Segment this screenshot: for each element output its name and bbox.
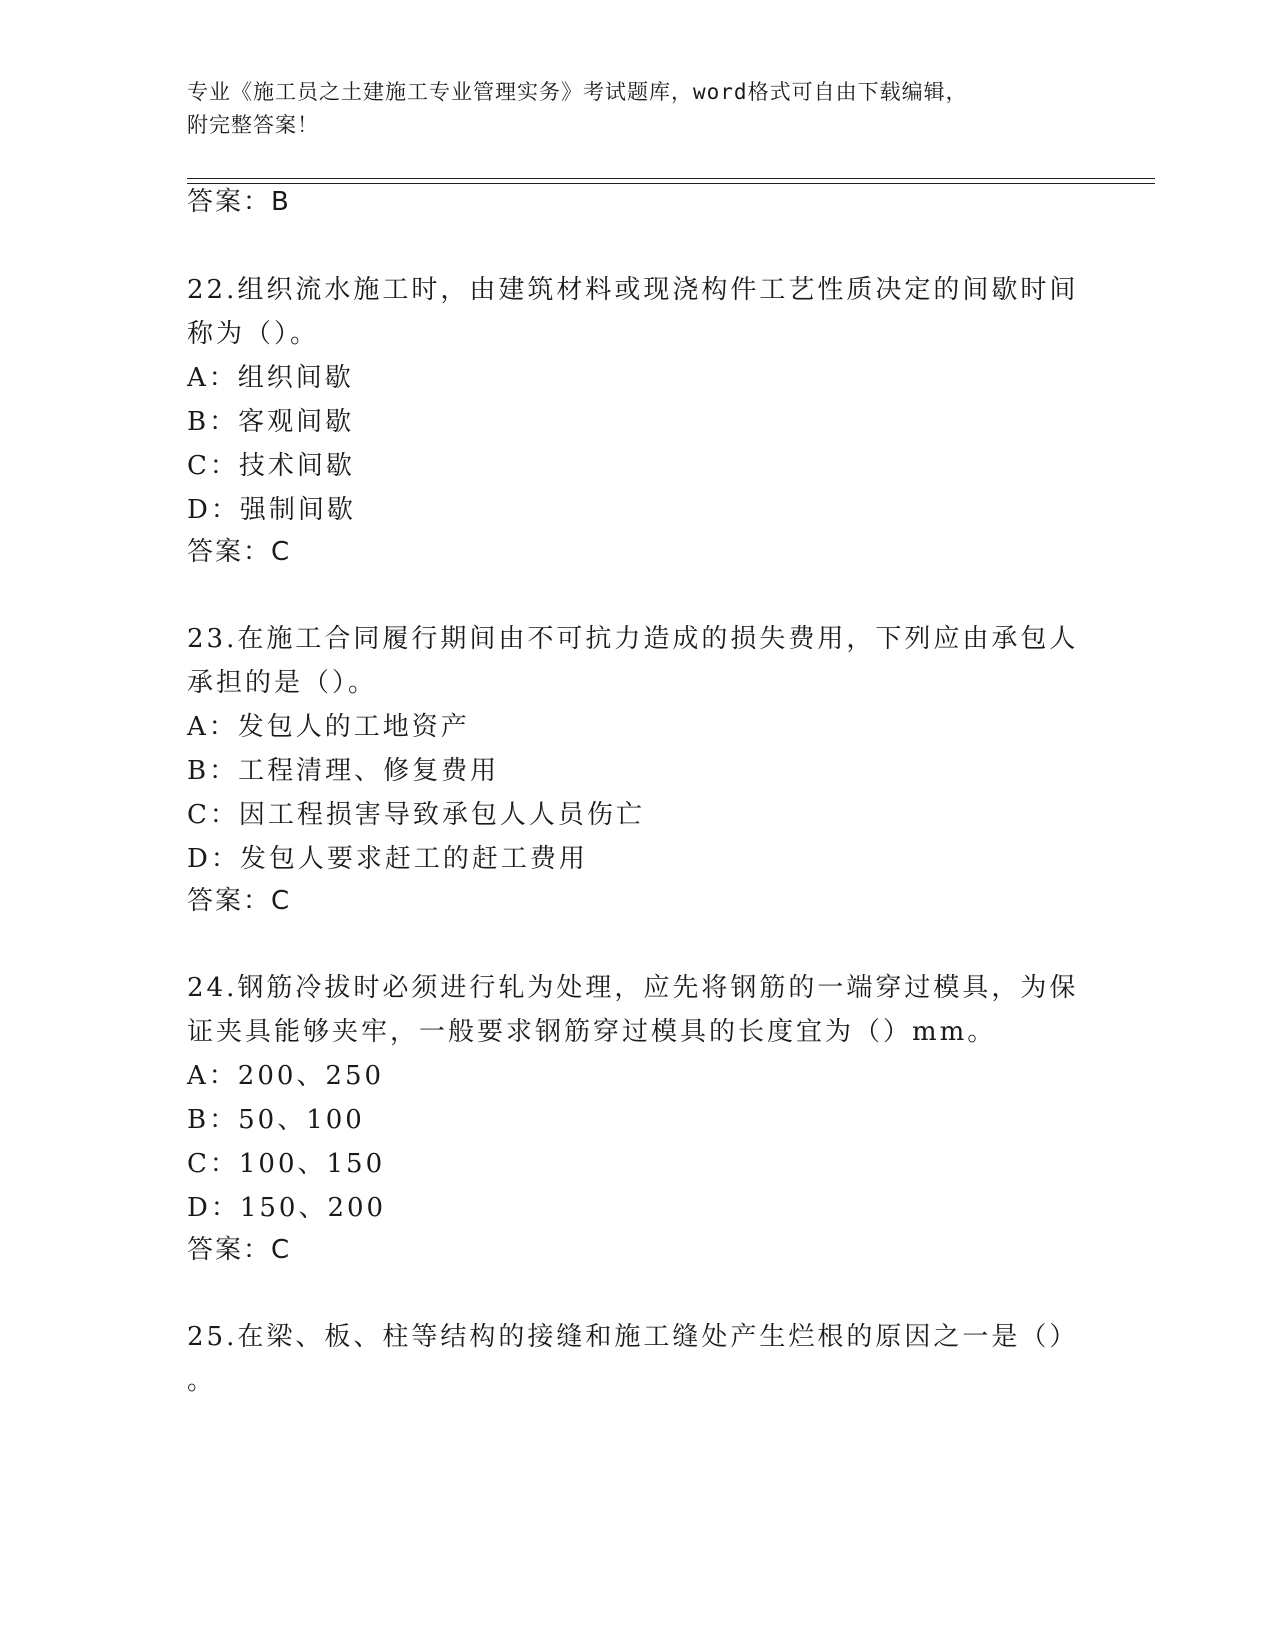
question-22-answer: 答案：C [187, 537, 292, 567]
question-25-stem-line-1: 25.在梁、板、柱等结构的接缝和施工缝处产生烂根的原因之一是（） [187, 1322, 1079, 1352]
question-22-stem-line-2: 称为（）。 [187, 319, 320, 349]
question-23-stem-line-1: 23.在施工合同履行期间由不可抗力造成的损失费用，下列应由承包人 [187, 624, 1079, 654]
question-24-option-b: B：50、100 [187, 1105, 365, 1135]
question-22-option-c: C：技术间歇 [187, 451, 355, 481]
question-23-stem-line-2: 承担的是（）。 [187, 668, 378, 698]
question-24-stem-line-2: 证夹具能够夹牢，一般要求钢筋穿过模具的长度宜为（）mm。 [187, 1017, 997, 1047]
question-24-answer: 答案：C [187, 1235, 292, 1265]
question-22-option-a: A：组织间歇 [187, 363, 354, 393]
question-23-option-c: C：因工程损害导致承包人人员伤亡 [187, 800, 645, 830]
previous-answer: 答案：B [187, 187, 291, 217]
question-24-option-c: C：100、150 [187, 1149, 386, 1179]
question-23-answer: 答案：C [187, 886, 292, 916]
header-line-1: 专业《施工员之土建施工专业管理实务》考试题库，word格式可自由下载编辑， [187, 80, 968, 104]
question-23-option-a: A：发包人的工地资产 [187, 712, 470, 742]
question-24-stem-line-1: 24.钢筋冷拔时必须进行轧为处理，应先将钢筋的一端穿过模具，为保 [187, 973, 1079, 1003]
question-23-option-b: B：工程清理、修复费用 [187, 756, 500, 786]
question-25-stem-line-2: 。 [187, 1366, 217, 1396]
header-divider-top [187, 178, 1155, 179]
question-24-option-a: A：200、250 [187, 1061, 385, 1091]
header-line-2: 附完整答案！ [187, 113, 319, 137]
question-23-option-d: D：发包人要求赶工的赶工费用 [187, 844, 588, 874]
header-divider-bottom [187, 183, 1155, 184]
question-22-stem-line-1: 22.组织流水施工时，由建筑材料或现浇构件工艺性质决定的间歇时间 [187, 275, 1079, 305]
question-22-option-d: D：强制间歇 [187, 495, 356, 525]
document-header [187, 76, 1067, 142]
question-22-option-b: B：客观间歇 [187, 407, 355, 437]
question-24-option-d: D：150、200 [187, 1193, 387, 1223]
